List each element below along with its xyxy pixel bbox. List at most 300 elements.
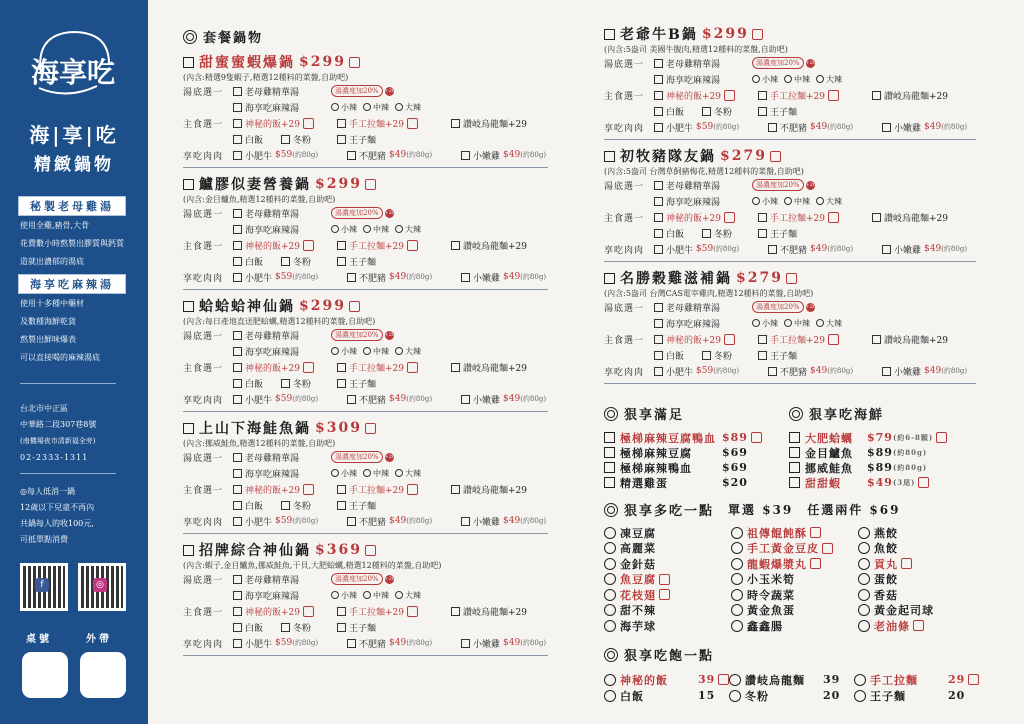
full-item[interactable] [854,672,979,687]
seafood-item[interactable] [789,430,969,445]
broth-option-chicken[interactable] [233,329,325,342]
checkbox[interactable] [233,103,242,112]
richness-option[interactable]: 湯濃度加20% [331,329,383,341]
hot-option[interactable] [816,74,842,85]
checkbox[interactable] [337,135,346,144]
radio[interactable] [363,591,371,599]
mild-option[interactable] [331,468,357,479]
checkbox[interactable] [233,607,242,616]
staple-white-rice[interactable] [654,227,702,240]
mild-option[interactable] [331,590,357,601]
broth-option-spicy[interactable] [233,101,325,114]
radio[interactable] [395,103,403,111]
radio[interactable] [331,347,339,355]
checkbox[interactable] [604,432,615,443]
more-item[interactable] [604,541,656,556]
checkbox[interactable] [233,591,242,600]
more-item[interactable] [731,603,795,618]
staple-instant-noodle[interactable] [337,621,376,634]
meat-beef[interactable] [233,393,347,406]
staple-vermicelli[interactable] [702,349,758,362]
medium-option[interactable] [363,224,389,235]
radio[interactable] [784,75,792,83]
more-item[interactable] [731,556,821,571]
hot-option[interactable] [395,224,421,235]
broth-option-chicken[interactable] [654,57,746,70]
staple-mystery-rice[interactable] [233,483,337,496]
broth-option-spicy[interactable] [654,73,746,86]
checkbox[interactable] [654,367,663,376]
checkbox[interactable] [702,229,711,238]
radio[interactable] [331,225,339,233]
more-item[interactable] [731,587,795,602]
table-number-box[interactable] [22,652,68,698]
meat-beef[interactable] [654,243,768,256]
radio[interactable] [395,469,403,477]
medium-option[interactable] [784,318,810,329]
checkbox[interactable] [654,335,663,344]
broth-option-spicy[interactable] [654,317,746,330]
takeout-box[interactable] [80,652,126,698]
checkbox[interactable] [789,477,800,488]
more-item[interactable] [731,618,783,633]
radio[interactable] [752,197,760,205]
checkbox[interactable] [183,57,194,68]
staple-handmade-noodle[interactable] [337,117,451,130]
checkbox[interactable] [347,639,356,648]
more-item[interactable] [604,572,670,587]
staple-instant-noodle[interactable] [337,133,376,146]
checkbox[interactable] [654,213,663,222]
checkbox[interactable] [337,241,346,250]
checkbox[interactable] [183,179,194,190]
checkbox[interactable] [654,91,663,100]
radio[interactable] [729,674,741,686]
radio[interactable] [363,225,371,233]
staple-vermicelli[interactable] [281,377,337,390]
checkbox[interactable] [233,225,242,234]
checkbox[interactable] [337,119,346,128]
radio[interactable] [858,620,870,632]
staple-mystery-rice[interactable] [654,333,758,346]
checkbox[interactable] [768,123,777,132]
checkbox[interactable] [183,301,194,312]
radio[interactable] [731,604,743,616]
more-item[interactable] [604,603,656,618]
checkbox[interactable] [604,447,615,458]
checkbox[interactable] [281,501,290,510]
meat-pork[interactable] [347,149,461,162]
medium-option[interactable] [363,590,389,601]
radio[interactable] [784,197,792,205]
richness-option[interactable]: 湯濃度加20% [331,207,383,219]
meat-beef[interactable] [654,365,768,378]
radio[interactable] [331,591,339,599]
radio[interactable] [752,75,760,83]
broth-option-chicken[interactable] [654,179,746,192]
more-item[interactable] [731,525,821,540]
checkbox[interactable] [281,623,290,632]
checkbox[interactable] [233,575,242,584]
checkbox[interactable] [233,453,242,462]
checkbox[interactable] [789,447,800,458]
checkbox[interactable] [758,213,767,222]
checkbox[interactable] [233,363,242,372]
staple-handmade-noodle[interactable] [337,361,451,374]
radio[interactable] [395,225,403,233]
radio[interactable] [604,620,616,632]
radio[interactable] [604,527,616,539]
checkbox[interactable] [882,367,891,376]
checkbox[interactable] [281,135,290,144]
checkbox[interactable] [758,91,767,100]
more-item[interactable] [858,556,912,571]
checkbox[interactable] [233,501,242,510]
meat-chicken[interactable] [461,637,546,650]
checkbox[interactable] [337,363,346,372]
staple-udon[interactable] [451,361,527,374]
checkbox[interactable] [604,273,615,284]
radio[interactable] [604,558,616,570]
hot-option[interactable] [395,590,421,601]
checkbox[interactable] [702,107,711,116]
checkbox[interactable] [337,607,346,616]
checkbox[interactable] [451,119,460,128]
staple-white-rice[interactable] [654,349,702,362]
satisfy-item[interactable] [604,445,772,460]
full-item[interactable] [854,688,965,703]
radio[interactable] [604,542,616,554]
staple-udon[interactable] [872,211,948,224]
staple-vermicelli[interactable] [281,255,337,268]
checkbox[interactable] [183,423,194,434]
richness-option[interactable]: 湯濃度加20% [752,179,804,191]
broth-option-chicken[interactable] [233,85,325,98]
checkbox[interactable] [347,395,356,404]
radio[interactable] [604,690,616,702]
checkbox[interactable] [233,331,242,340]
checkbox[interactable] [337,485,346,494]
meat-pork[interactable] [347,393,461,406]
staple-handmade-noodle[interactable] [337,239,451,252]
radio[interactable] [604,589,616,601]
checkbox[interactable] [233,347,242,356]
mild-option[interactable] [752,318,778,329]
checkbox[interactable] [233,151,242,160]
checkbox[interactable] [654,229,663,238]
richness-option[interactable]: 湯濃度加20% [331,573,383,585]
meat-beef[interactable] [233,637,347,650]
radio[interactable] [731,620,743,632]
staple-mystery-rice[interactable] [233,605,337,618]
checkbox[interactable] [337,501,346,510]
hot-option[interactable] [816,318,842,329]
more-item[interactable] [604,556,656,571]
radio[interactable] [816,75,824,83]
checkbox[interactable] [233,209,242,218]
checkbox[interactable] [789,432,800,443]
checkbox[interactable] [347,151,356,160]
radio[interactable] [604,604,616,616]
mild-option[interactable] [752,196,778,207]
staple-udon[interactable] [451,117,527,130]
checkbox[interactable] [758,107,767,116]
staple-mystery-rice[interactable] [233,239,337,252]
checkbox[interactable] [233,623,242,632]
staple-mystery-rice[interactable] [654,89,758,102]
richness-option[interactable]: 湯濃度加20% [331,451,383,463]
medium-option[interactable] [784,196,810,207]
radio[interactable] [816,319,824,327]
full-item[interactable] [729,688,840,703]
checkbox[interactable] [654,59,663,68]
hot-option[interactable] [395,102,421,113]
radio[interactable] [858,542,870,554]
staple-vermicelli[interactable] [281,621,337,634]
checkbox[interactable] [281,257,290,266]
staple-instant-noodle[interactable] [758,349,797,362]
meat-chicken[interactable] [461,271,546,284]
hot-option[interactable] [816,196,842,207]
checkbox[interactable] [654,123,663,132]
broth-option-spicy[interactable] [654,195,746,208]
radio[interactable] [363,103,371,111]
radio[interactable] [604,573,616,585]
staple-udon[interactable] [872,89,948,102]
meat-beef[interactable] [233,515,347,528]
checkbox[interactable] [654,303,663,312]
checkbox[interactable] [654,245,663,254]
checkbox[interactable] [461,639,470,648]
checkbox[interactable] [347,517,356,526]
checkbox[interactable] [451,241,460,250]
checkbox[interactable] [604,29,615,40]
meat-pork[interactable] [347,271,461,284]
mild-option[interactable] [331,346,357,357]
broth-option-chicken[interactable] [233,451,325,464]
checkbox[interactable] [882,245,891,254]
checkbox[interactable] [233,469,242,478]
checkbox[interactable] [461,517,470,526]
staple-udon[interactable] [451,483,527,496]
staple-white-rice[interactable] [233,255,281,268]
radio[interactable] [752,319,760,327]
checkbox[interactable] [882,123,891,132]
staple-white-rice[interactable] [654,105,702,118]
radio[interactable] [858,527,870,539]
more-item[interactable] [604,618,656,633]
radio[interactable] [731,589,743,601]
staple-vermicelli[interactable] [702,227,758,240]
checkbox[interactable] [872,91,881,100]
seafood-item[interactable] [789,460,969,475]
checkbox[interactable] [872,335,881,344]
medium-option[interactable] [363,346,389,357]
staple-white-rice[interactable] [233,377,281,390]
meat-beef[interactable] [233,149,347,162]
checkbox[interactable] [654,197,663,206]
meat-beef[interactable] [654,121,768,134]
staple-udon[interactable] [451,605,527,618]
meat-chicken[interactable] [882,243,967,256]
more-item[interactable] [731,572,795,587]
more-item[interactable] [858,587,898,602]
checkbox[interactable] [337,379,346,388]
broth-option-spicy[interactable] [233,589,325,602]
checkbox[interactable] [451,607,460,616]
hot-option[interactable] [395,346,421,357]
checkbox[interactable] [233,639,242,648]
checkbox[interactable] [337,623,346,632]
checkbox[interactable] [233,379,242,388]
broth-option-spicy[interactable] [233,223,325,236]
staple-handmade-noodle[interactable] [758,333,872,346]
radio[interactable] [731,542,743,554]
radio[interactable] [395,347,403,355]
medium-option[interactable] [363,102,389,113]
more-item[interactable] [858,603,934,618]
meat-pork[interactable] [768,121,882,134]
checkbox[interactable] [758,335,767,344]
staple-handmade-noodle[interactable] [337,483,451,496]
checkbox[interactable] [281,379,290,388]
facebook-qr-code[interactable]: f [20,563,68,611]
meat-pork[interactable] [768,365,882,378]
richness-option[interactable]: 湯濃度加20% [331,85,383,97]
broth-option-chicken[interactable] [654,301,746,314]
staple-white-rice[interactable] [233,621,281,634]
checkbox[interactable] [461,151,470,160]
staple-instant-noodle[interactable] [337,377,376,390]
staple-white-rice[interactable] [233,499,281,512]
richness-option[interactable]: 湯濃度加20% [752,301,804,313]
staple-instant-noodle[interactable] [758,105,797,118]
checkbox[interactable] [451,485,460,494]
checkbox[interactable] [604,462,615,473]
checkbox[interactable] [789,462,800,473]
more-item[interactable] [858,541,898,556]
meat-chicken[interactable] [461,515,546,528]
checkbox[interactable] [233,273,242,282]
staple-mystery-rice[interactable] [654,211,758,224]
checkbox[interactable] [654,107,663,116]
checkbox[interactable] [233,241,242,250]
checkbox[interactable] [461,273,470,282]
more-item[interactable] [731,541,833,556]
checkbox[interactable] [604,477,615,488]
checkbox[interactable] [233,87,242,96]
full-item[interactable] [604,688,715,703]
satisfy-item[interactable] [604,430,772,445]
checkbox[interactable] [654,181,663,190]
checkbox[interactable] [451,363,460,372]
checkbox[interactable] [233,395,242,404]
staple-instant-noodle[interactable] [337,499,376,512]
broth-option-chicken[interactable] [233,207,325,220]
radio[interactable] [858,558,870,570]
radio[interactable] [604,674,616,686]
radio[interactable] [858,604,870,616]
mild-option[interactable] [331,224,357,235]
richness-option[interactable]: 湯濃度加20% [752,57,804,69]
meat-chicken[interactable] [461,393,546,406]
checkbox[interactable] [233,517,242,526]
meat-chicken[interactable] [882,121,967,134]
radio[interactable] [363,347,371,355]
checkbox[interactable] [758,351,767,360]
more-item[interactable] [604,587,670,602]
checkbox[interactable] [654,75,663,84]
checkbox[interactable] [233,119,242,128]
staple-instant-noodle[interactable] [337,255,376,268]
more-item[interactable] [604,525,656,540]
radio[interactable] [816,197,824,205]
checkbox[interactable] [604,151,615,162]
radio[interactable] [395,591,403,599]
checkbox[interactable] [461,395,470,404]
meat-pork[interactable] [347,515,461,528]
full-item[interactable] [604,672,729,687]
meat-pork[interactable] [347,637,461,650]
checkbox[interactable] [758,229,767,238]
radio[interactable] [729,690,741,702]
meat-beef[interactable] [233,271,347,284]
radio[interactable] [331,469,339,477]
hot-option[interactable] [395,468,421,479]
broth-option-spicy[interactable] [233,467,325,480]
radio[interactable] [854,674,866,686]
staple-mystery-rice[interactable] [233,117,337,130]
medium-option[interactable] [363,468,389,479]
checkbox[interactable] [768,367,777,376]
staple-udon[interactable] [872,333,948,346]
seafood-item[interactable] [789,445,969,460]
checkbox[interactable] [183,545,194,556]
radio[interactable] [331,103,339,111]
broth-option-spicy[interactable] [233,345,325,358]
more-item[interactable] [858,525,898,540]
checkbox[interactable] [654,319,663,328]
satisfy-item[interactable] [604,460,772,475]
seafood-item[interactable] [789,475,969,490]
staple-handmade-noodle[interactable] [758,211,872,224]
staple-handmade-noodle[interactable] [337,605,451,618]
broth-option-chicken[interactable] [233,573,325,586]
checkbox[interactable] [337,257,346,266]
staple-mystery-rice[interactable] [233,361,337,374]
meat-pork[interactable] [768,243,882,256]
checkbox[interactable] [872,213,881,222]
staple-vermicelli[interactable] [702,105,758,118]
checkbox[interactable] [768,245,777,254]
staple-vermicelli[interactable] [281,133,337,146]
meat-chicken[interactable] [882,365,967,378]
radio[interactable] [731,558,743,570]
medium-option[interactable] [784,74,810,85]
meat-chicken[interactable] [461,149,546,162]
more-item[interactable] [858,618,924,633]
full-item[interactable] [729,672,840,687]
staple-handmade-noodle[interactable] [758,89,872,102]
radio[interactable] [854,690,866,702]
radio[interactable] [784,319,792,327]
more-item[interactable] [858,572,898,587]
staple-vermicelli[interactable] [281,499,337,512]
staple-udon[interactable] [451,239,527,252]
checkbox[interactable] [233,135,242,144]
checkbox[interactable] [347,273,356,282]
checkbox[interactable] [702,351,711,360]
